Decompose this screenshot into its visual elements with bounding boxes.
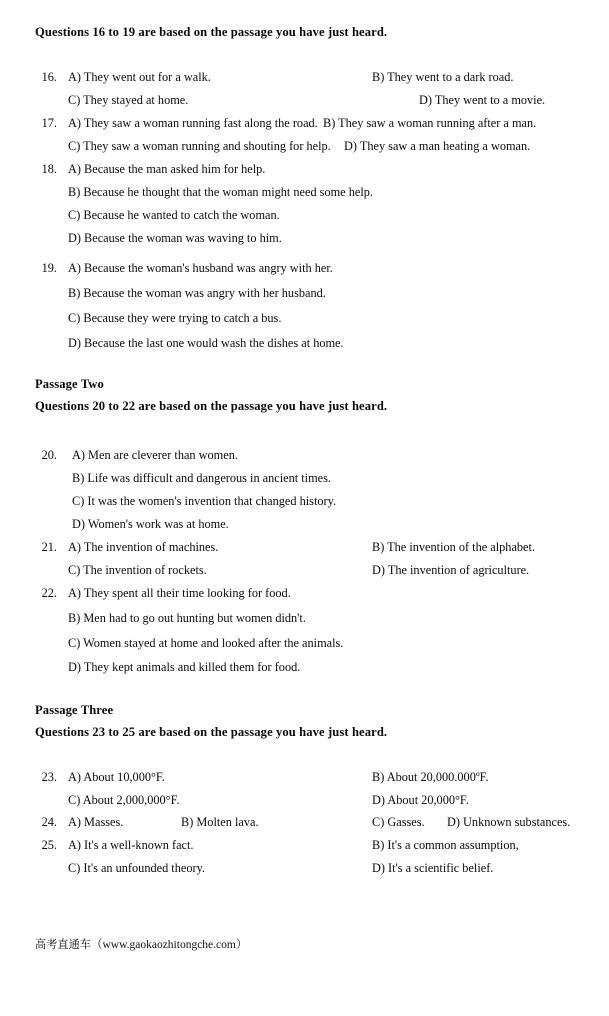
option-b[interactable]: B) Molten lava. — [181, 815, 259, 829]
option-b[interactable]: B) They went to a dark road. — [372, 70, 514, 84]
option-c[interactable]: C) It was the women's invention that changed history. — [72, 494, 337, 508]
footer-url: （www.gaokaozhitongche.com） — [90, 939, 248, 951]
question-number: 18. — [41, 162, 57, 176]
question-number: 22. — [41, 586, 57, 600]
option-b[interactable]: B) Because the woman was angry with her husband. — [68, 286, 326, 300]
option-a[interactable]: A) Because the man asked him for help. — [68, 162, 266, 176]
passage-two-label: Passage Two — [35, 377, 104, 391]
option-d[interactable]: D) It's a scientific belief. — [372, 861, 494, 875]
option-d[interactable]: D) They went to a movie. — [419, 93, 546, 107]
option-b[interactable]: B) They saw a woman running after a man. — [323, 116, 537, 130]
option-d[interactable]: D) Unknown substances. — [447, 815, 571, 829]
option-c[interactable]: C) They stayed at home. — [68, 93, 189, 107]
option-a[interactable]: A) Men are cleverer than women. — [72, 448, 238, 462]
option-b[interactable]: B) Men had to go out hunting but women didn't. — [68, 611, 306, 625]
question-number: 19. — [41, 261, 57, 275]
option-b[interactable]: B) It's a common assumption, — [372, 838, 519, 852]
question-number: 20. — [41, 448, 57, 462]
questions-23-25-heading: Questions 23 to 25 are based on the passage you have just heard. — [35, 725, 388, 739]
question-number: 25. — [41, 838, 57, 852]
option-c[interactable]: C) Gasses. — [372, 815, 425, 829]
footer-site-name: 高考直通车 — [35, 938, 91, 951]
option-b[interactable]: B) Because he thought that the woman might need some help. — [68, 185, 373, 199]
question-number: 21. — [41, 540, 57, 554]
option-a[interactable]: A) Because the woman's husband was angry with her. — [68, 261, 333, 275]
option-a[interactable]: A) The invention of machines. — [68, 540, 219, 554]
option-c[interactable]: C) Women stayed at home and looked after the animals. — [68, 636, 344, 650]
option-c[interactable]: C) About 2,000,000°F. — [68, 793, 180, 807]
option-d[interactable]: D) The invention of agriculture. — [372, 563, 530, 577]
option-b[interactable]: B) The invention of the alphabet. — [372, 540, 536, 554]
question-number: 16. — [41, 70, 57, 84]
question-number: 23. — [41, 770, 57, 784]
option-c[interactable]: C) Because he wanted to catch the woman. — [68, 208, 280, 222]
option-b[interactable]: B) Life was difficult and dangerous in ancient times. — [72, 471, 331, 485]
option-a[interactable]: A) They spent all their time looking for food. — [68, 586, 291, 600]
question-number: 17. — [41, 116, 57, 130]
option-c[interactable]: C) They saw a woman running and shouting for help. — [68, 139, 331, 153]
option-c[interactable]: C) It's an unfounded theory. — [68, 861, 205, 875]
option-a[interactable]: A) They saw a woman running fast along the road. — [68, 116, 318, 130]
option-d[interactable]: D) Because the woman was waving to him. — [68, 231, 282, 245]
option-a[interactable]: A) About 10,000°F. — [68, 770, 165, 784]
option-a[interactable]: A) Masses. — [68, 815, 124, 829]
questions-16-19-heading: Questions 16 to 19 are based on the passage you have just heard. — [35, 25, 388, 39]
option-c[interactable]: C) The invention of rockets. — [68, 563, 207, 577]
passage-three-label: Passage Three — [35, 703, 114, 717]
question-number: 24. — [41, 815, 57, 829]
footer-watermark — [35, 936, 247, 952]
option-c[interactable]: C) Because they were trying to catch a bus. — [68, 311, 282, 325]
option-d[interactable]: D) About 20,000°F. — [372, 793, 469, 807]
option-d[interactable]: D) They saw a man heating a woman. — [344, 139, 531, 153]
option-d[interactable]: D) They kept animals and killed them for food. — [68, 660, 301, 674]
questions-20-22-heading: Questions 20 to 22 are based on the passage you have just heard. — [35, 399, 388, 413]
option-b[interactable]: B) About 20,000.000ºF. — [372, 770, 489, 784]
option-a[interactable]: A) It's a well-known fact. — [68, 838, 194, 852]
option-a[interactable]: A) They went out for a walk. — [68, 70, 211, 84]
option-d[interactable]: D) Women's work was at home. — [72, 517, 229, 531]
option-d[interactable]: D) Because the last one would wash the dishes at home. — [68, 336, 344, 350]
